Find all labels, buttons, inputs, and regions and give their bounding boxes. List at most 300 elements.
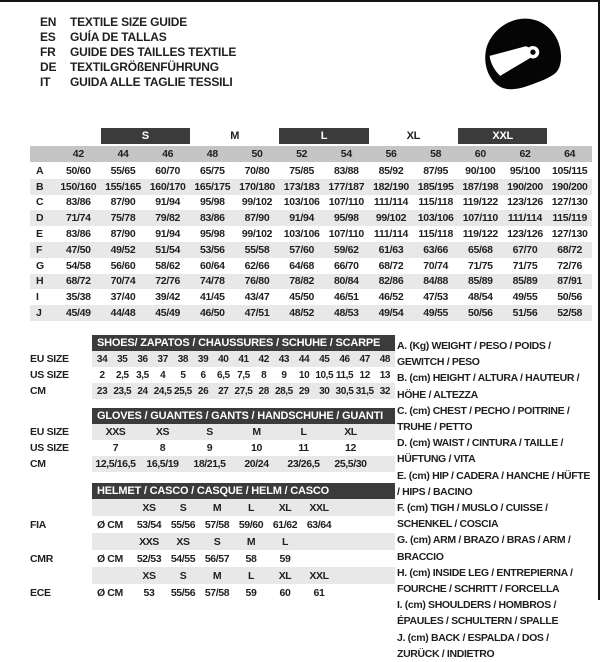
size-value: 60 (279, 586, 291, 599)
language-title-list (40, 15, 236, 90)
helmet-size: XXL (309, 569, 329, 582)
size-value: 23 (96, 385, 108, 397)
size-value: 50/56 (557, 291, 583, 304)
helmet-size: L (247, 569, 254, 582)
size-value: 27,5 (234, 385, 253, 397)
size-value: 127/130 (551, 196, 588, 209)
size-value: 41/45 (199, 291, 225, 304)
helmet-size: XS (142, 501, 156, 514)
helmet-value-row (92, 550, 395, 567)
row-label: CM (30, 385, 46, 397)
guide-title: GUIDA ALLE TAGLIE TESSILI (70, 75, 233, 89)
size-value: 99/102 (375, 212, 407, 225)
shoes-table-rows (92, 351, 395, 399)
size-value: 83/88 (333, 164, 359, 177)
table-row (92, 456, 395, 472)
size-value: 111/114 (373, 228, 409, 241)
size-value: 80/84 (333, 275, 359, 288)
size-value: 2 (99, 369, 105, 381)
guide-title: GUIDE DES TAILLES TEXTILE (70, 45, 237, 59)
size-value: 95/98 (199, 196, 225, 209)
size-value: 44/48 (110, 307, 136, 320)
size-value: 62/66 (244, 259, 270, 272)
size-value: 61/62 (272, 518, 298, 531)
helmet-row-labels (30, 483, 92, 602)
size-value: 71/74 (65, 212, 91, 225)
size-value: 105/115 (552, 164, 588, 177)
size-value: 30,5 (335, 385, 354, 397)
spacer (30, 408, 92, 424)
legend-item: J. (cm) BACK / ESPALDA / DOS / ZURÜCK / INDIETRO (397, 631, 549, 660)
language-row (40, 75, 236, 90)
size-value: 85/89 (467, 275, 493, 288)
size-value: 68/72 (65, 275, 91, 288)
size-value: 13 (379, 369, 391, 381)
size-value: 12 (345, 442, 356, 454)
legend-item: B. (cm) HEIGHT / ALTURA / HAUTEUR / HÖHE / ALTEZZA (397, 372, 580, 401)
size-value: 8 (261, 369, 267, 381)
size-value: 91/94 (289, 212, 315, 225)
size-value: 107/110 (462, 212, 498, 225)
size-value: 70/74 (423, 259, 449, 272)
size-value: 3,5 (136, 369, 149, 381)
size-value: 41 (238, 353, 249, 365)
helmet-size: XS (142, 569, 156, 582)
lower-section (30, 335, 592, 660)
shoes-table-title: SHOES/ ZAPATOS / CHAUSSURES / SCHUHE / SCARPE (92, 335, 395, 351)
size-value: 51/56 (512, 307, 538, 320)
helmet-size: M (212, 569, 222, 582)
gloves-table-title: GLOVES / GUANTES / GANTS / HANDSCHUHE / GUANTI (92, 408, 395, 424)
size-value: 111/114 (507, 212, 543, 225)
helmet-size-row (92, 567, 395, 584)
size-value: 123/126 (507, 228, 543, 241)
numeric-size: 46 (162, 148, 174, 160)
size-value: 99/102 (241, 196, 273, 209)
row-letter: F (36, 243, 43, 256)
size-value: 20/24 (244, 458, 269, 470)
row-letter: D (36, 212, 44, 225)
helmet-table-rows (92, 499, 395, 601)
size-value: 35/38 (65, 291, 91, 304)
size-value: 90/100 (465, 164, 496, 177)
numeric-size: 58 (430, 148, 442, 160)
row-label: CM (30, 458, 46, 470)
size-value: 34 (96, 353, 108, 365)
measurement-row-i (30, 289, 592, 305)
language-row (40, 30, 236, 45)
shoes-table (30, 335, 395, 399)
size-value: 37/40 (110, 291, 136, 304)
legend-item: F. (cm) TIGH / MUSLO / CUISSE / SCHENKEL / COSCIA (397, 502, 548, 531)
size-value: 8 (159, 442, 166, 454)
helmet-value-row (92, 516, 395, 533)
size-value: 187/198 (462, 180, 499, 193)
size-value: 46/52 (378, 291, 404, 304)
size-value: 87/90 (244, 212, 270, 225)
size-value: 83/86 (199, 212, 225, 225)
size-value: 155/165 (105, 180, 141, 193)
size-value: 54/58 (65, 259, 91, 272)
size-value: 11 (298, 442, 309, 454)
legend-item: G. (cm) ARM / BRAZO / BRAS / ARM / BRACCIO (397, 534, 571, 563)
size-value: 28 (258, 385, 269, 397)
table-row (92, 367, 395, 383)
helmet-table-title: HELMET / CASCO / CASQUE / HELM / CASCO (92, 483, 395, 499)
size-value: 56/60 (110, 259, 136, 272)
helmet-size: XL (278, 569, 292, 582)
size-value: 45/50 (289, 291, 315, 304)
size-value: 46/51 (333, 291, 359, 304)
size-value: 53 (143, 586, 155, 599)
size-value: 115/118 (418, 228, 454, 241)
measurement-row-c (30, 195, 592, 211)
numeric-size: 52 (296, 148, 308, 160)
size-value: 165/175 (194, 180, 231, 193)
size-value: 52/58 (557, 307, 583, 320)
size-value: 29 (298, 385, 310, 397)
size-value: 24 (137, 385, 148, 397)
standard-label: FIA (30, 519, 47, 531)
size-value: 46 (339, 353, 350, 365)
size-value: 4 (160, 369, 166, 381)
size-value: M (252, 426, 261, 438)
size-value: 44 (298, 353, 310, 365)
size-value: 87/95 (423, 164, 449, 177)
gloves-table (30, 408, 395, 472)
helmet-size-row (92, 533, 395, 550)
language-row (40, 15, 236, 30)
size-value: 119/122 (462, 228, 498, 241)
size-value: 127/130 (551, 228, 588, 241)
language-code: EN (40, 15, 57, 29)
racing-helmet-icon (480, 12, 572, 104)
size-value: 27 (218, 385, 229, 397)
size-value: 23,5 (113, 385, 132, 397)
helmet-size-row (92, 499, 395, 516)
row-letter: I (36, 291, 39, 304)
size-value: 61 (313, 586, 325, 599)
size-value: 42 (258, 353, 269, 365)
size-value: 59 (245, 586, 257, 599)
size-value: 59/60 (238, 518, 264, 531)
helmet-size: S (179, 501, 187, 514)
size-value: 48/52 (289, 307, 315, 320)
size-value: 49/54 (378, 307, 404, 320)
size-value: 51/54 (155, 243, 181, 256)
guide-title: TEXTILGRÖßENFÜHRUNG (70, 60, 219, 74)
size-value: 52/53 (136, 552, 162, 565)
size-value: 38 (177, 353, 189, 365)
size-value: 75/78 (110, 212, 136, 225)
shoes-row-labels (30, 335, 92, 399)
size-value: 10,5 (315, 369, 334, 381)
measurement-row-h (30, 274, 592, 290)
size-value: 47 (359, 353, 370, 365)
size-value: 47/53 (423, 291, 449, 304)
size-value: 54/55 (170, 552, 196, 565)
size-value: 49/55 (423, 307, 449, 320)
size-value: 59 (279, 552, 291, 565)
size-value: 47/50 (65, 243, 91, 256)
size-value: 68/72 (378, 259, 404, 272)
size-value: 160/170 (149, 180, 186, 193)
numeric-size-row (30, 146, 592, 162)
row-label: US SIZE (30, 442, 69, 454)
size-group-l: L (279, 128, 368, 144)
helmet-size: L (247, 501, 254, 514)
standard-label: CMR (30, 553, 54, 565)
size-value: 70/74 (110, 275, 136, 288)
size-value: 150/160 (60, 180, 97, 193)
size-value: 57/58 (204, 586, 230, 599)
helmet-size: XXS (139, 535, 159, 548)
language-code: FR (40, 45, 56, 59)
legend-item: I. (cm) SHOULDERS / HOMBROS / ÉPAULES / SCHULTERN / SPALLE (397, 599, 559, 628)
size-value: 45/49 (65, 307, 91, 320)
spacer (30, 568, 92, 585)
size-value: 10 (251, 442, 262, 454)
size-value: 43 (278, 353, 290, 365)
unit-label: Ø CM (97, 586, 123, 599)
size-value: 7 (112, 442, 119, 454)
size-value: 190/200 (551, 180, 588, 193)
row-letter: H (36, 275, 44, 288)
helmet-size: XS (176, 535, 190, 548)
size-value: 43/47 (244, 291, 270, 304)
guide-title: GUÍA DE TALLAS (70, 30, 167, 44)
helmet-table-content (92, 483, 395, 602)
size-value: 31,5 (355, 385, 374, 397)
helmet-size: M (246, 535, 256, 548)
size-value: 66/70 (333, 259, 359, 272)
size-value: 119/122 (462, 196, 498, 209)
size-value: 91/94 (155, 228, 181, 241)
size-value: 25,5/30 (334, 458, 367, 470)
helmet-size: S (179, 569, 187, 582)
size-value: 53/56 (199, 243, 225, 256)
size-value: 123/126 (507, 196, 543, 209)
size-value: 103/106 (283, 228, 320, 241)
size-value: 65/68 (467, 243, 493, 256)
table-row (92, 424, 395, 440)
helmet-size: XXL (309, 501, 329, 514)
gloves-table-rows (92, 424, 395, 472)
table-row (92, 440, 395, 456)
size-value: 79/82 (155, 212, 181, 225)
row-letter: B (36, 180, 44, 193)
legend-item: C. (cm) CHEST / PECHO / POITRINE / TRUHE / PETTO (397, 404, 570, 434)
size-value: 70/80 (244, 164, 270, 177)
size-value: 67/70 (512, 243, 538, 256)
size-value: 107/110 (328, 228, 364, 241)
size-value: 72/76 (557, 259, 583, 272)
row-label: US SIZE (30, 369, 69, 381)
size-value: 30 (319, 385, 330, 397)
size-value: 48 (379, 353, 391, 365)
gloves-row-labels (30, 408, 92, 472)
size-value: 2,5 (115, 369, 129, 381)
size-value: 5 (180, 369, 186, 381)
size-value: 115/118 (418, 196, 454, 209)
size-value: 75/85 (289, 164, 315, 177)
size-value: 58/62 (155, 259, 181, 272)
legend-item: H. (cm) INSIDE LEG / ENTREPIERNA / FOURCHE / SCHRITT / FORCELLA (397, 566, 573, 596)
size-value: 47/51 (244, 307, 270, 320)
size-value: 50/56 (467, 307, 493, 320)
size-value: 177/187 (328, 180, 365, 193)
size-value: 23/26,5 (287, 458, 320, 470)
size-value: 11,5 (335, 369, 354, 381)
size-value: 35 (117, 353, 128, 365)
spacer (30, 534, 92, 551)
helmet-size: S (213, 535, 221, 548)
measurement-row-b (30, 179, 592, 195)
size-value: 12 (359, 369, 370, 381)
size-value: 25,5 (173, 385, 192, 397)
size-value: 39 (197, 353, 209, 365)
row-letter: G (36, 259, 44, 272)
numeric-size: 60 (474, 148, 486, 160)
spacer (30, 500, 92, 517)
language-row (40, 45, 236, 60)
helmet-value-row (92, 584, 395, 601)
size-value: 32 (379, 385, 391, 397)
language-code: IT (40, 75, 51, 89)
row-letter: C (36, 196, 44, 209)
row-label: EU SIZE (30, 426, 69, 438)
size-value: 65/75 (199, 164, 225, 177)
size-value: 87/91 (557, 275, 583, 288)
size-value: 36 (137, 353, 148, 365)
size-value: 63/64 (306, 518, 332, 531)
numeric-size: 42 (72, 148, 84, 160)
size-value: 53/54 (136, 518, 162, 531)
size-value: XS (155, 426, 170, 438)
size-value: 63/66 (423, 243, 449, 256)
numeric-size: 44 (117, 148, 129, 160)
numeric-size: 54 (340, 148, 352, 160)
helmet-size: XL (278, 501, 292, 514)
standard-label: ECE (30, 587, 51, 599)
size-group-xl: XL (406, 130, 421, 142)
table-row (92, 383, 395, 399)
size-value: 55/65 (110, 164, 136, 177)
spacer (30, 483, 92, 500)
table-row (92, 351, 395, 367)
size-value: 74/78 (199, 275, 225, 288)
size-value: 61/63 (378, 243, 404, 256)
size-value: 87/90 (110, 228, 136, 241)
size-value: 58 (245, 552, 257, 565)
legend-item: A. (Kg) WEIGHT / PESO / POIDS / GEWITCH / PESO (397, 340, 551, 369)
main-size-table (30, 128, 592, 321)
size-value: 99/102 (241, 228, 273, 241)
size-value: 49/52 (110, 243, 136, 256)
legend-item: D. (cm) WAIST / CINTURA / TAILLE / HÜFTUNG / VITA (397, 437, 564, 466)
measurement-legend (397, 338, 593, 662)
language-code: ES (40, 30, 56, 44)
size-value: 64/68 (289, 259, 315, 272)
size-value: 9 (281, 369, 287, 381)
row-letter: J (36, 307, 42, 320)
helmet-table (30, 483, 395, 602)
size-value: 68/72 (557, 243, 583, 256)
unit-label: Ø CM (97, 518, 123, 531)
size-value: 55/58 (244, 243, 270, 256)
size-value: 46/50 (199, 307, 225, 320)
size-value: 59/62 (333, 243, 359, 256)
numeric-size: 48 (206, 148, 218, 160)
measurement-row-j (30, 305, 592, 321)
size-value: 182/190 (373, 180, 409, 193)
size-value: 45 (319, 353, 330, 365)
size-group-row (30, 128, 592, 144)
size-value: 91/94 (155, 196, 181, 209)
size-value: 6,5 (216, 369, 230, 381)
size-value: S (206, 426, 213, 438)
size-value: 103/106 (417, 212, 454, 225)
size-value: 71/75 (512, 259, 538, 272)
size-group-m: M (230, 130, 240, 142)
language-row (40, 60, 236, 75)
size-value: L (300, 426, 307, 438)
size-value: 16,5/19 (146, 458, 179, 470)
measurement-row-a (30, 163, 592, 179)
size-value: 85/92 (378, 164, 404, 177)
size-value: 45/49 (155, 307, 181, 320)
numeric-size: 56 (385, 148, 397, 160)
size-value: XXS (105, 426, 126, 438)
size-value: 170/180 (239, 180, 275, 193)
helmet-size: M (212, 501, 222, 514)
size-value: 57/58 (204, 518, 230, 531)
size-value: 12,5/16,5 (95, 458, 136, 470)
row-letter: A (36, 164, 44, 177)
size-value: 71/75 (467, 259, 493, 272)
size-group-s: S (101, 128, 190, 144)
numeric-size: 64 (564, 148, 576, 160)
numeric-size: 62 (519, 148, 531, 160)
size-value: 60/64 (199, 259, 225, 272)
size-value: 57/60 (289, 243, 315, 256)
measurement-row-e (30, 226, 592, 242)
size-value: 39/42 (155, 291, 181, 304)
size-value: 48/54 (467, 291, 493, 304)
size-value: 107/110 (328, 196, 364, 209)
size-value: 6 (200, 369, 206, 381)
size-value: 50/60 (65, 164, 91, 177)
size-value: 76/80 (244, 275, 270, 288)
unit-label: Ø CM (97, 552, 123, 565)
size-value: 24,5 (153, 385, 172, 397)
size-value: 111/114 (373, 196, 409, 209)
size-value: 103/106 (283, 196, 320, 209)
helmet-size: L (281, 535, 288, 548)
numeric-size: 50 (251, 148, 263, 160)
legend-item: E. (cm) HIP / CADERA / HANCHE / HÜFTE / HIPS / BACINO (397, 469, 590, 498)
size-value: 40 (218, 353, 229, 365)
measurement-row-f (30, 242, 592, 258)
size-value: 28,5 (274, 385, 293, 397)
size-value: 185/195 (417, 180, 454, 193)
gloves-table-content (92, 408, 395, 472)
size-value: 173/183 (283, 180, 320, 193)
size-value: 95/100 (509, 164, 541, 177)
size-value: 84/88 (423, 275, 449, 288)
size-value: 95/98 (333, 212, 359, 225)
row-label: EU SIZE (30, 353, 69, 365)
